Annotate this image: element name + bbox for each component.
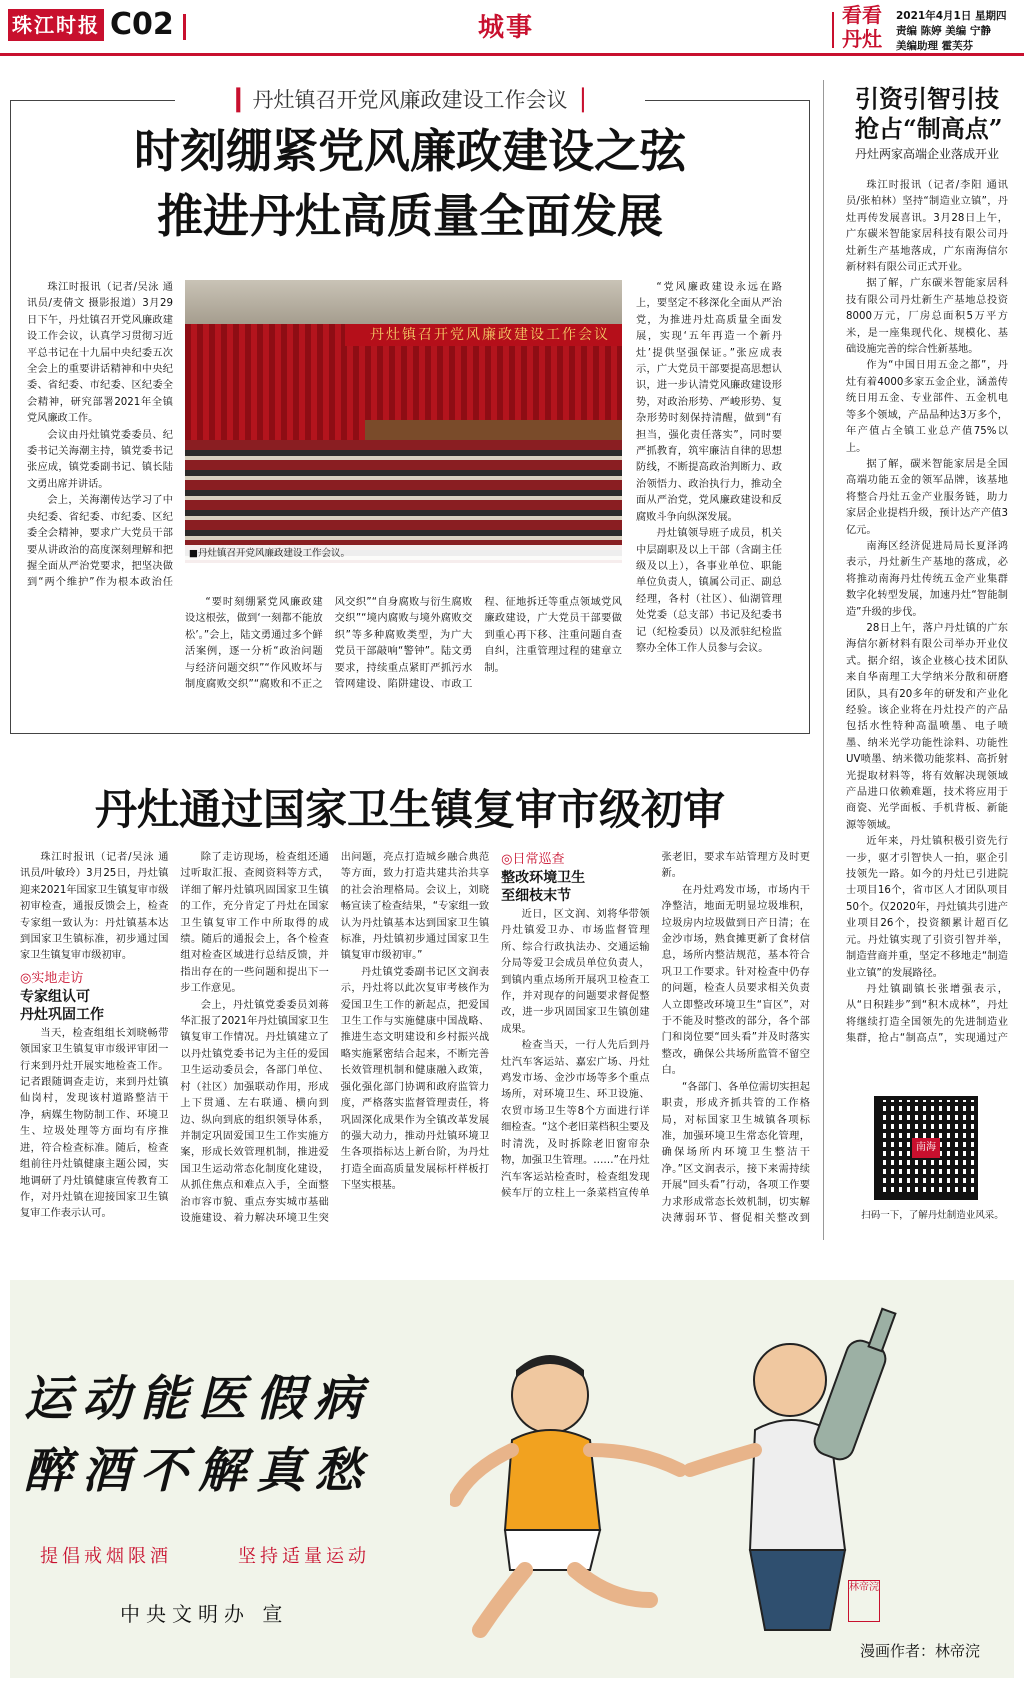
paragraph: 28日上午，落户丹灶镇的广东海信尔新材料有限公司举办开业仪式。据介绍，该企业核心技术团队来自华南理工大学纳米分散和研磨团队，具有20多年的研发和产业化经验。该企业将在丹灶投产的产品包括水性特种高温喷墨、电子喷墨、纳米光学功能性涂料、功能性UV喷墨、纳米微功能浆料、高折射光提取材料等，将有效解决现领域产品进口依赖难题，技术将应用于商瓷、光学面板、手机背板、新能源等领域。 [846, 622, 1008, 831]
artist-seal: 林帝浣 [848, 1580, 880, 1622]
masthead-rule [0, 53, 1024, 56]
assistant-line: 美编助理 霍芙芬 [896, 40, 974, 52]
date-line: 2021年4月1日 星期四 [896, 10, 1007, 22]
sub2-title-2: 至细枝末节 [501, 888, 572, 904]
paragraph: 会议由丹灶镇党委委员、纪委书记关海潮主持，镇党委书记张应成，镇党委副书记、镇长陆文勇出席并讲话。 [27, 429, 173, 490]
paragraph: 在丹灶鸡发市场，市场内干净整洁，地面无明显垃圾堆积，垃圾房内垃圾做到日产日清；在金沙市场，熟食摊更新了食材信息，场所内整洁规范，基本符合巩卫工作要求。针对检查中仍存的问题，检查人员要求相关负责人立即整改环境卫生“盲区”，对于不能及时整改的部分，各个部门和岗位要“回头看”并及时落实整改，确保公共场所监管不留空白。 [661, 884, 810, 1077]
paragraph: 近日，区文润、刘将华带领丹灶镇爱卫办、市场监督管理所、综合行政执法办、交通运输分局等爱卫会成员单位负责人，到镇内重点场所开展巩卫检查工作，并对现存的问题要求督促整改，进一步巩固国家卫生镇创建成果。 [501, 909, 650, 1035]
hall-ceiling [185, 280, 622, 324]
sub1-title-1: 专家组认可 [20, 988, 90, 1005]
sub1-heading: ◎实地走访 专家组认可 丹灶巩固工作 [20, 970, 104, 1023]
drinker-figure [690, 1344, 845, 1630]
paragraph: 据了解，碳米智能家居是全国高端功能五金的领军品牌，该基地将整合丹灶五金产业服务链，助力家居企业提档升级，预计达产产值3亿元。 [846, 458, 1008, 536]
paragraph: 南海区经济促进局局长夏泽鸿表示，丹灶新生产基地的落成，必将推动南海丹灶传统五金产业集群数字化转型发展，加速丹灶“智能制造”升级的步伐。 [846, 540, 1008, 618]
divider [832, 12, 834, 48]
paragraph: 检查当天，一行人先后到丹灶汽车客运站、嘉宏广场、丹灶鸡发市场、金沙市场等多个重点场所，对环境卫生、环卫设施、农贸市场卫生等8个方面进行详细检查。“这个老旧菜档积尘要及时清洗，及时拆除老旧窗帘杂物，加强卫生管理。……”在丹灶汽车客运站检查时，检查组发现候车厅的立柱上一条菜档宣传单张老旧，要求车站管理方及时更新。 [501, 852, 810, 1199]
photo-caption: ■丹灶镇召开党风廉政建设工作会议。 [185, 545, 622, 563]
paragraph: 丹灶镇领导班子成员，机关中层副职及以上干部（含副主任级及以上），各事业单位、职能单位负责人，镇属公司正、副总经理，各村（社区）、仙湖管理处党委（总支部）书记及纪委书记（纪检委员）以及派驻纪检监察办全体工作人员参与会议。 [636, 528, 782, 654]
sidebar-divider [823, 80, 824, 1240]
paragraph: 丹灶镇副镇长张增强表示，从“日积跬步”到“积木成林”，丹灶将继续打造全国领先的先进制造业集群，抢占“制高点”，实现通过产 [846, 983, 1008, 1045]
story1-headline-1: 时刻绷紧党风廉政建设之弦 [134, 124, 686, 178]
paragraph: 会上，丹灶镇党委委员刘蒋华汇报了2021年丹灶镇国家卫生镇复审工作情况。丹灶镇建立了以丹灶镇党委书记为主任的爱国卫生运动委员会，各部门单位、村（社区）加强联动作用，形成上下贯通、左右联通、横向到边、纵向到底的组织领导体系，并制定巩固爱国卫生工作实施方案，形成长效管理机制，推进爱国卫生运动常态化制度化建设，从抓住焦点和难点入手，全面整治市容市貌、重点夯实城市基础设施建设、着力解决环境卫生突出问题，亮点打造城乡融合典范等方面，致力打造共建共治共享的社会治理格局。会议上，刘晓畅宣读了检查结果，“专家组一致认为丹灶镇基本达到国家卫生镇标准，丹灶镇初步通过国家卫生镇复审市级初审。” [180, 852, 490, 1224]
divider [183, 14, 186, 40]
ad-slogan-a: 提倡戒烟限酒 [40, 1546, 172, 1567]
ad-line-1: 运动能医假病 [24, 1371, 373, 1427]
ad-slogan-b: 坚持适量运动 [238, 1546, 370, 1567]
sub2-heading: ◎日常巡查 整改环境卫生 至细枝末节 [501, 852, 586, 904]
sub2-title-1: 整改环境卫生 [501, 870, 586, 886]
qr-code[interactable] [874, 1096, 978, 1200]
qr-caption: 扫码一下，了解丹灶制造业风采。 [861, 1210, 1004, 1221]
story1-kicker: ▎丹灶镇召开党风廉政建设工作会议▕ [175, 84, 645, 116]
ad-sponsor: 中央文明办 宣 [120, 1602, 289, 1626]
stage-banner: 丹灶镇召开党风廉政建设工作会议 [345, 324, 622, 346]
editor-line: 责编 陈婷 美编 宁静 [896, 25, 991, 37]
paragraph: 珠江时报讯（记者/吴泳 通讯员/麦倩文 摄影报道）3月29日下午，丹灶镇召开党风廉政建设工作会议，认真学习贯彻习近平总书记在十九届中央纪委五次全会上的重要讲话精神和中央纪委、省纪委、市纪委、区纪委全会精神，研究部署2021年全镇党风廉政工作。 [27, 282, 173, 425]
paragraph: 据了解，广东碳米智能家居科技有限公司丹灶新生产基地总投资8000万元，厂房总面积5万平方米，是一座集现代化、规模化、基础设施完善的综合性新基地。 [846, 278, 1008, 356]
ad-line-2: 醉酒不解真愁 [24, 1443, 373, 1499]
story1-body-bottom [185, 595, 622, 705]
runner-figure [455, 1355, 680, 1630]
psa-ad [10, 1280, 1014, 1678]
stage-desk [365, 420, 622, 440]
qr-badge: 南海 [912, 1138, 940, 1158]
sidebar-headline-1: 引资引智引技 [855, 84, 999, 113]
meeting-photo [185, 280, 622, 563]
paragraph: 除了走访现场，检查组还通过听取汇报、查阅资料等方式，详细了解丹灶镇巩固国家卫生镇的工作，充分肯定了丹灶在国家卫生镇复审工作中所取得的成绩。随后的通报会上，各个检查组对检查区域进行总结反馈，并指出存在的一些问题和提出下一步工作意见。 [180, 852, 329, 995]
paragraph: 近年来，丹灶镇积极引资先行一步，驱才引智快人一拍，驱企引技领先一路。如今的丹灶已引进院士项目16个，省市区人才团队项目50个。仅2020年，丹灶镇共引进产业项目26个，投资额累计超百亿元。丹灶镇实现了引资引智并举，制造营商并重，坚定不移地走“制造业立镇”的发展路径。 [846, 836, 1008, 979]
sub1-title-2: 丹灶巩固工作 [20, 1006, 104, 1023]
page-number: C02 [110, 7, 174, 42]
paragraph: 作为“中国日用五金之都”，丹灶有着4000多家五金企业，涵盖传统日用五金、专业部件、五金机电等多个领域，产品品种达3万多个，年产值占全镇工业总产值75%以上。 [846, 360, 1008, 454]
sub1-kicker: 实地走访 [31, 970, 84, 986]
paragraph: 当天，检查组组长刘晓畅带领国家卫生镇复审市级评审团一行来到丹灶开展实地检查工作。记者跟随调查走访，来到丹灶镇仙岗村，发现该村道路整洁干净，病媒生物防制工作、环境卫生、垃圾处理等方面均有序推进，符合检查标准。随后，检查组前往丹灶镇健康主题公园，实地调研了丹灶镇健康宣传教育工作，对丹灶镇在迎接国家卫生镇复审工作表示认可。 [20, 1027, 169, 1220]
story1-body-left [27, 280, 173, 592]
story2-headline: 丹灶通过国家卫生镇复审市级初审 [94, 785, 725, 834]
paragraph: 会上，关海潮传达学习了中央纪委、省纪委、市纪委、区纪委全会精神，要求广大党员干部要从讲政治的高度深刻理解和把握全面从严治党要求，把坚决做到“两个维护”作为根本政治任 [27, 495, 173, 589]
paper-name-logo: 珠江时报 [8, 9, 104, 41]
story1-headline-2: 推进丹灶高质量全面发展 [157, 189, 663, 243]
story2-lead: 珠江时报讯（记者/吴泳 通讯员/叶敏玲）3月25日，丹灶镇迎来2021年国家卫生镇复审市级初审检查，通报反馈会上，检查专家组一致认为：丹灶镇基本达到国家卫生镇标准，初步通过国家卫生镇复审市级初审。 [20, 852, 169, 962]
paragraph: 丹灶镇党委副书记区文润表示，丹灶将以此次复审考核作为爱国卫生工作的新起点，把爱国卫生工作与实施健康中国战略、推进生态文明建设和乡村振兴战略实施紧密结合起来，不断完善长效管理机制和健康融入政策，强化强化部门协调和政府监管力度，严格落实监督管理责任，将巩固深化成果作为全镇改革发展的强大动力，推动丹灶镇环境卫生各项指标达上新台阶，为丹灶打造全面高质量发展标杆样板打下坚实根基。 [340, 966, 490, 1192]
paragraph: “各部门、各单位需切实担起职责，形成齐抓共管的工作格局，对标国家卫生城镇各项标准，加强环境卫生常态化管理，确保场所内环境卫生整洁干净。”区文润表示，接下来需持续开展“回头看”行动，各项工作要力求形成常态长效机制，切实解决薄弱环节、督促相关整改到 [661, 1081, 810, 1224]
kicker-text: 丹灶镇召开党风廉政建设工作会议 [252, 88, 568, 112]
paragraph: 珠江时报讯（记者/李阳 通讯员/张柏林）坚持“制造业立镇”，丹灶再传发展喜讯。3月28日上午，广东碳米智能家居科技有限公司丹灶新生产基地落成，广东南海信尔新材料有限公司正式开业。 [846, 180, 1008, 274]
section-title: 城事 [478, 13, 535, 43]
paragraph: “党风廉政建设永远在路上，要坚定不移深化全面从严治党，为推进丹灶高质量全面发展，实现‘五年再造一个新丹灶’提供坚强保证。”张应成表示，广大党员干部要提高思想认识，进一步认清党风廉政建设形势，对政治形势、严峻形势、复杂形势时刻保持清醒，做到“有担当，强化责任落实”，同时要严抓教育，筑牢廉洁自律的思想防线，不断提高政治判断力、政治领悟力、政治执行力，推动全面从严治党，党风廉政建设和反腐败斗争向纵深发展。 [636, 282, 782, 523]
story2-body [20, 850, 810, 1230]
paragraph: “要时刻绷紧党风廉政建设这根弦，做到‘一刻都不能放松’。”会上，陆文勇通过多个鲜活案例，逐一分析“政治问题与经济问题交织”“作风败坏与制度腐败交织”“腐败和不正之风交织”“自身腐败与衍生腐败交织”“境内腐败与境外腐败交织”等多种腐败类型，为广大党员干部敲响“警钟”。陆文勇要求，持续重点紧盯严抓污水管网建设、陷阱建设、市政工程、征地拆迁等重点领域党风廉政建设，广大党员干部要做到重心再下移、注重问题自查自纠，注重管理过程的建章立制。 [185, 597, 622, 691]
sidebar-headline-2: 抢占“制高点” [855, 114, 1003, 143]
sub2-kicker: 日常巡查 [512, 852, 565, 867]
column-logo: 看看丹灶 [842, 3, 882, 51]
masthead [0, 0, 1024, 56]
cartoon-credit: 漫画作者：林帝浣 [860, 1642, 981, 1660]
sidebar-subhead: 丹灶两家高端企业落成开业 [855, 147, 1000, 161]
sidebar-body [846, 178, 1008, 1068]
cartoon-illustration [450, 1300, 1010, 1640]
story1-body-right [636, 280, 782, 700]
